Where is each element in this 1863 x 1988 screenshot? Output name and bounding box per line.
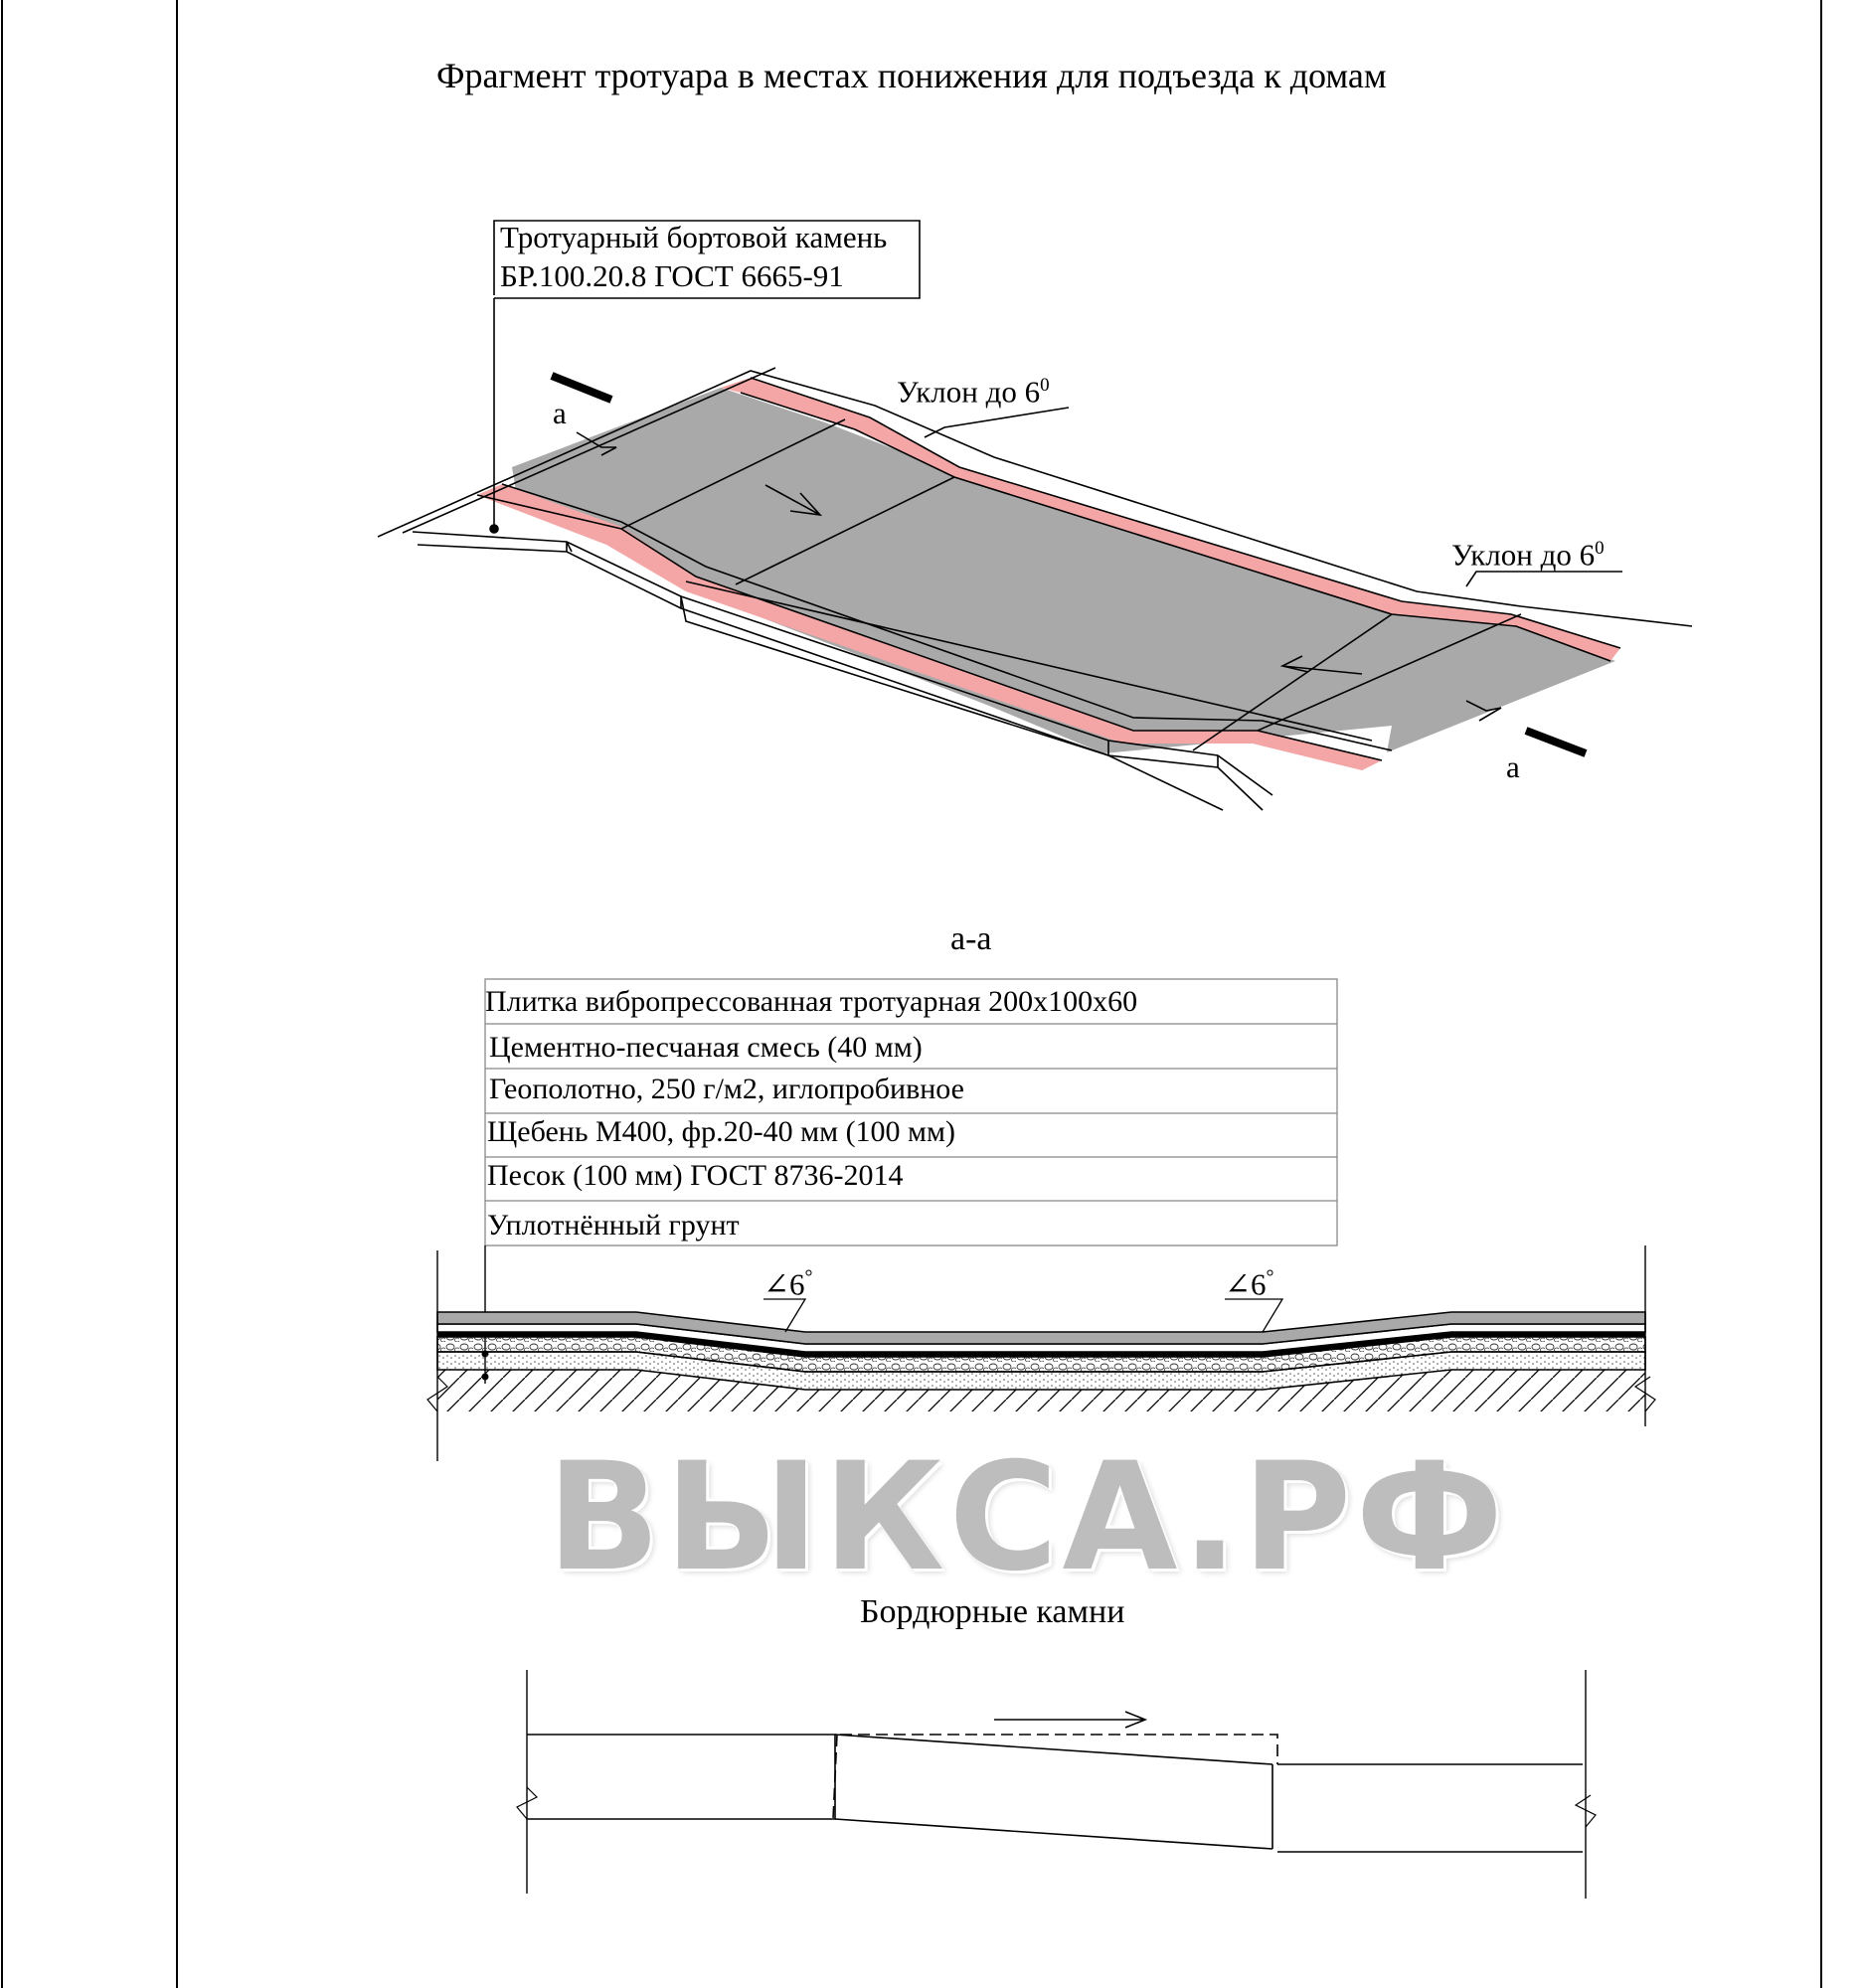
layer-1: Плитка вибропрессованная тротуарная 200х100х60: [485, 985, 1138, 1018]
layer-4: Щебень М400, фр.20-40 мм (100 мм): [487, 1115, 956, 1148]
layer-6: Уплотнённый грунт: [487, 1209, 740, 1242]
slope-label-top: [897, 374, 1050, 410]
angle-label-left-sup: °: [804, 1266, 813, 1288]
angle-label-left: [763, 1266, 813, 1302]
drawing-title: Фрагмент тротуара в местах понижения для подъезда к домам: [436, 56, 1387, 95]
slope-label-top-sup: 0: [1040, 375, 1050, 396]
slope-label-bottom-sup: 0: [1595, 538, 1605, 559]
angle-label-left-text: ∠6: [763, 1266, 805, 1302]
curb-callout-line1: Тротуарный бортовой камень: [500, 220, 888, 254]
angle-label-right: [1225, 1266, 1274, 1302]
curb-title: Бордюрные камни: [860, 1593, 1125, 1630]
section-mark-right: а: [1506, 749, 1520, 784]
plan-view: [378, 221, 1692, 810]
section-title: а-а: [950, 920, 992, 957]
layer-2: Цементно-песчаная смесь (40 мм): [489, 1031, 923, 1064]
slope-label-bottom: [1451, 537, 1605, 573]
slope-label-bottom-text: Уклон до 6: [1451, 537, 1596, 573]
layer-5: Песок (100 мм) ГОСТ 8736-2014: [487, 1159, 904, 1192]
section-profile: [427, 1245, 1655, 1461]
layer-3: Геополотно, 250 г/м2, иглопробивное: [489, 1073, 964, 1105]
angle-label-right-sup: °: [1266, 1266, 1274, 1288]
section-mark-left: а: [553, 396, 567, 430]
watermark-logo: ВЫКСА.РФ: [547, 1431, 1508, 1604]
angle-label-right-text: ∠6: [1225, 1266, 1267, 1302]
curb-elevation: [517, 1670, 1596, 1899]
curb-callout-line2: БР.100.20.8 ГОСТ 6665-91: [500, 258, 844, 293]
slope-label-top-text: Уклон до 6: [897, 374, 1041, 410]
section-layer-table: [485, 979, 1337, 1245]
